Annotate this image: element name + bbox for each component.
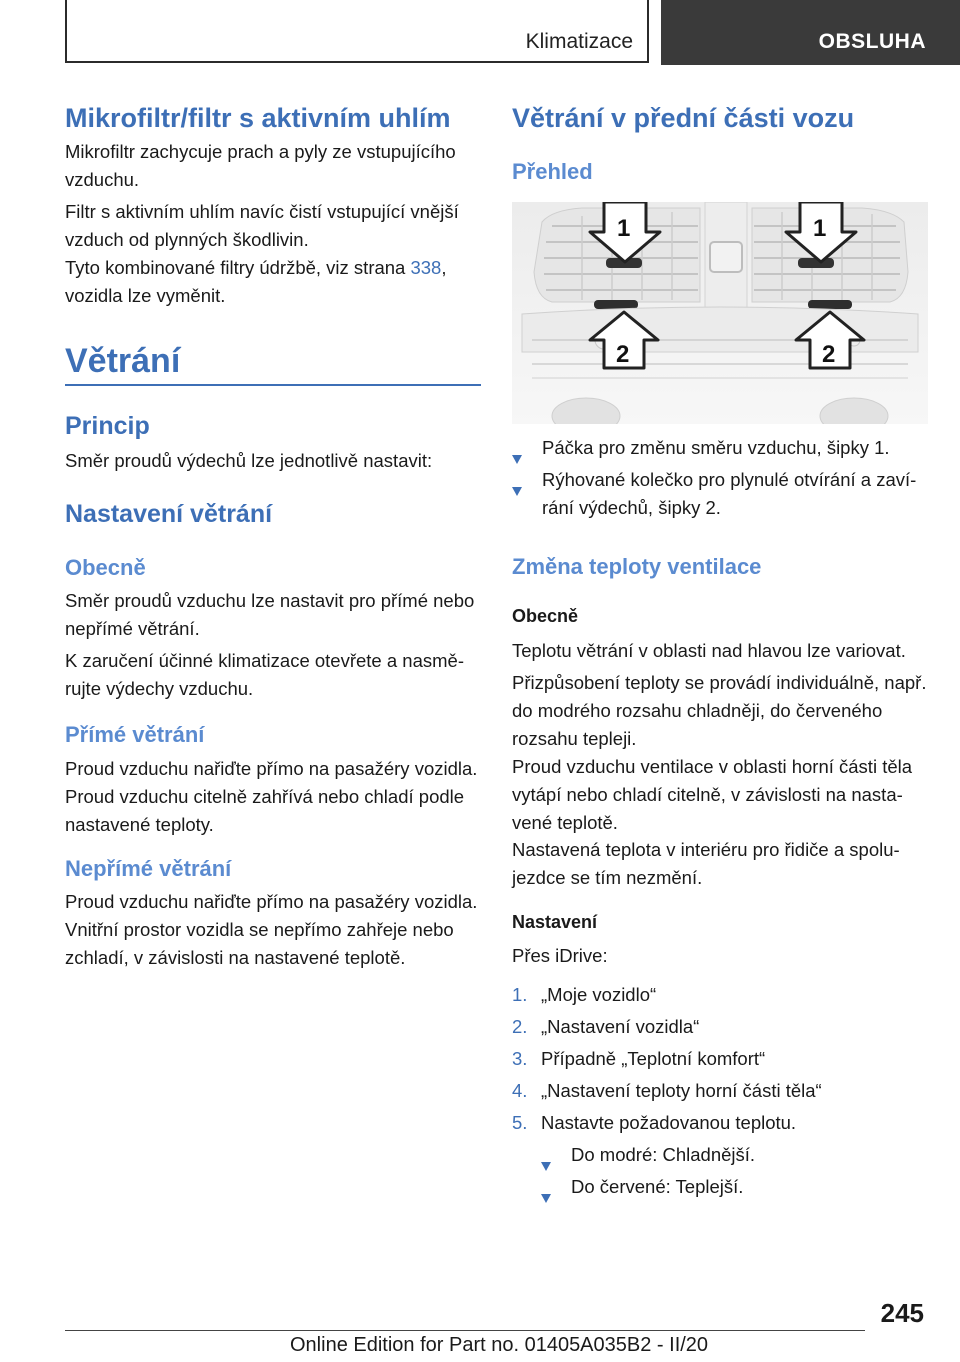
step-number: 2. [512,1016,528,1037]
sub-bullet-text: Do modré: Chladnější. [571,1144,756,1165]
list-item [512,466,928,522]
step-text: Nastavte požadovanou teplotu. [541,1112,797,1133]
section-rule [65,384,481,386]
step-item [512,1109,796,1137]
temp-paragraph-1: Teplotu větrání v oblasti nad hlavou lze variovat. [512,640,906,661]
indirect-text: Proud vzduchu nařiďte přímo na pasažéry vozidla. Vnitřní prostor vozidla se nepřímo zahřeje nebo zchladí, v závislosti na nastavené teplotě. [65,891,478,968]
bullet-text: Rýhované kolečko pro plynulé otvírání a zavírání výdechů, šipky 2. [542,469,917,518]
triangle-bullet-icon [541,1183,551,1211]
footer-rule [65,1330,865,1331]
direct-heading: Přímé větrání [65,722,205,747]
step-item [512,1077,822,1105]
page-link-338[interactable]: 338 [410,257,442,278]
temp-paragraph-3: Proud vzduchu ventilace v oblasti horní části těla vytápí nebo chladí citelně, v závislosti na nastavené teplotě. [512,756,913,833]
sub-bullet-text: Do červené: Teplejší. [571,1176,744,1197]
label-arrow-2-left: 2 [616,341,630,368]
sub-list-item [541,1141,755,1169]
step-text: „Nastavení vozidla“ [541,1016,700,1037]
ventilation-heading: Větrání [65,342,181,380]
header-chapter-tab: OBSLUHA [661,0,960,65]
general-heading: Obecně [65,555,146,580]
temp-paragraph-2: Přizpůsobení teploty se provádí individuálně, např. do modrého rozsahu chladněji, do červeného rozsahu tepleji. [512,672,927,749]
settings-heading: Nastavení větrání [65,500,273,528]
idrive-text: Přes iDrive: [512,945,608,966]
filter-paragraph-3 [65,254,485,310]
bullet-text: Páčka pro změnu směru vzduchu, šipky 1. [542,437,890,458]
header-section-box [65,0,649,63]
filter-paragraph-3-tail: , vozidla lze vyměnit. [65,257,447,306]
sub-list-item [541,1173,743,1201]
step-number: 4. [512,1080,528,1101]
header-section-title: Klimatizace [525,30,633,53]
general-paragraph-2: K zaručení účinné klimatizace otevřete a nasměrujte výdechy vzduchu. [65,650,464,699]
general-paragraph-1: Směr proudů vzduchu lze nastavit pro přímé nebo nepřímé větrání. [65,590,475,639]
indirect-heading: Nepřímé větrání [65,856,232,881]
overview-heading: Přehled [512,159,593,184]
filter-paragraph-1: Mikrofiltr zachycuje prach a pyly ze vstupujícího vzduchu. [65,141,456,190]
vent-illustration [512,202,928,424]
step-number: 5. [512,1112,528,1133]
step-item [512,1013,699,1041]
temp-general-heading: Obecně [512,606,579,626]
label-arrow-1-left: 1 [617,215,631,242]
front-vent-heading: Větrání v přední části vozu [512,103,855,133]
setting-heading: Nastavení [512,912,598,932]
page-number: 245 [880,1298,924,1328]
vent-illustration-svg [512,202,928,424]
principle-text: Směr proudů výdechů lze jednotlivě nastavit: [65,450,433,471]
step-number: 1. [512,984,528,1005]
label-arrow-2-right: 2 [822,341,836,368]
filter-paragraph-2: Filtr s aktivním uhlím navíc čistí vstupující vnější vzduch od plynných škodlivin. [65,201,459,250]
temp-paragraph-4: Nastavená teplota v interiéru pro řidiče a spolujezdce se tím nezmění. [512,839,900,888]
footer-edition: Online Edition for Part no. 01405A035B2 - II/20 [290,1334,709,1356]
step-text: Případně „Teplotní komfort“ [541,1048,766,1069]
filter-paragraph-3-text: Tyto kombinované filtry údržbě, viz strana [65,257,411,278]
step-text: „Moje vozidlo“ [541,984,657,1005]
label-arrow-1-right: 1 [813,215,827,242]
step-text: „Nastavení teploty horní části těla“ [541,1080,822,1101]
step-item [512,1045,765,1073]
principle-heading: Princip [65,412,150,440]
step-item [512,981,656,1009]
direct-text: Proud vzduchu nařiďte přímo na pasažéry vozidla. Proud vzduchu citelně zahřívá nebo chladí podle nastavené teploty. [65,758,478,835]
filter-heading: Mikrofiltr/filtr s aktivním uhlím [65,103,451,133]
list-item [512,434,928,462]
step-number: 3. [512,1048,528,1069]
temp-heading: Změna teploty ventilace [512,554,762,579]
triangle-bullet-icon [512,476,522,504]
